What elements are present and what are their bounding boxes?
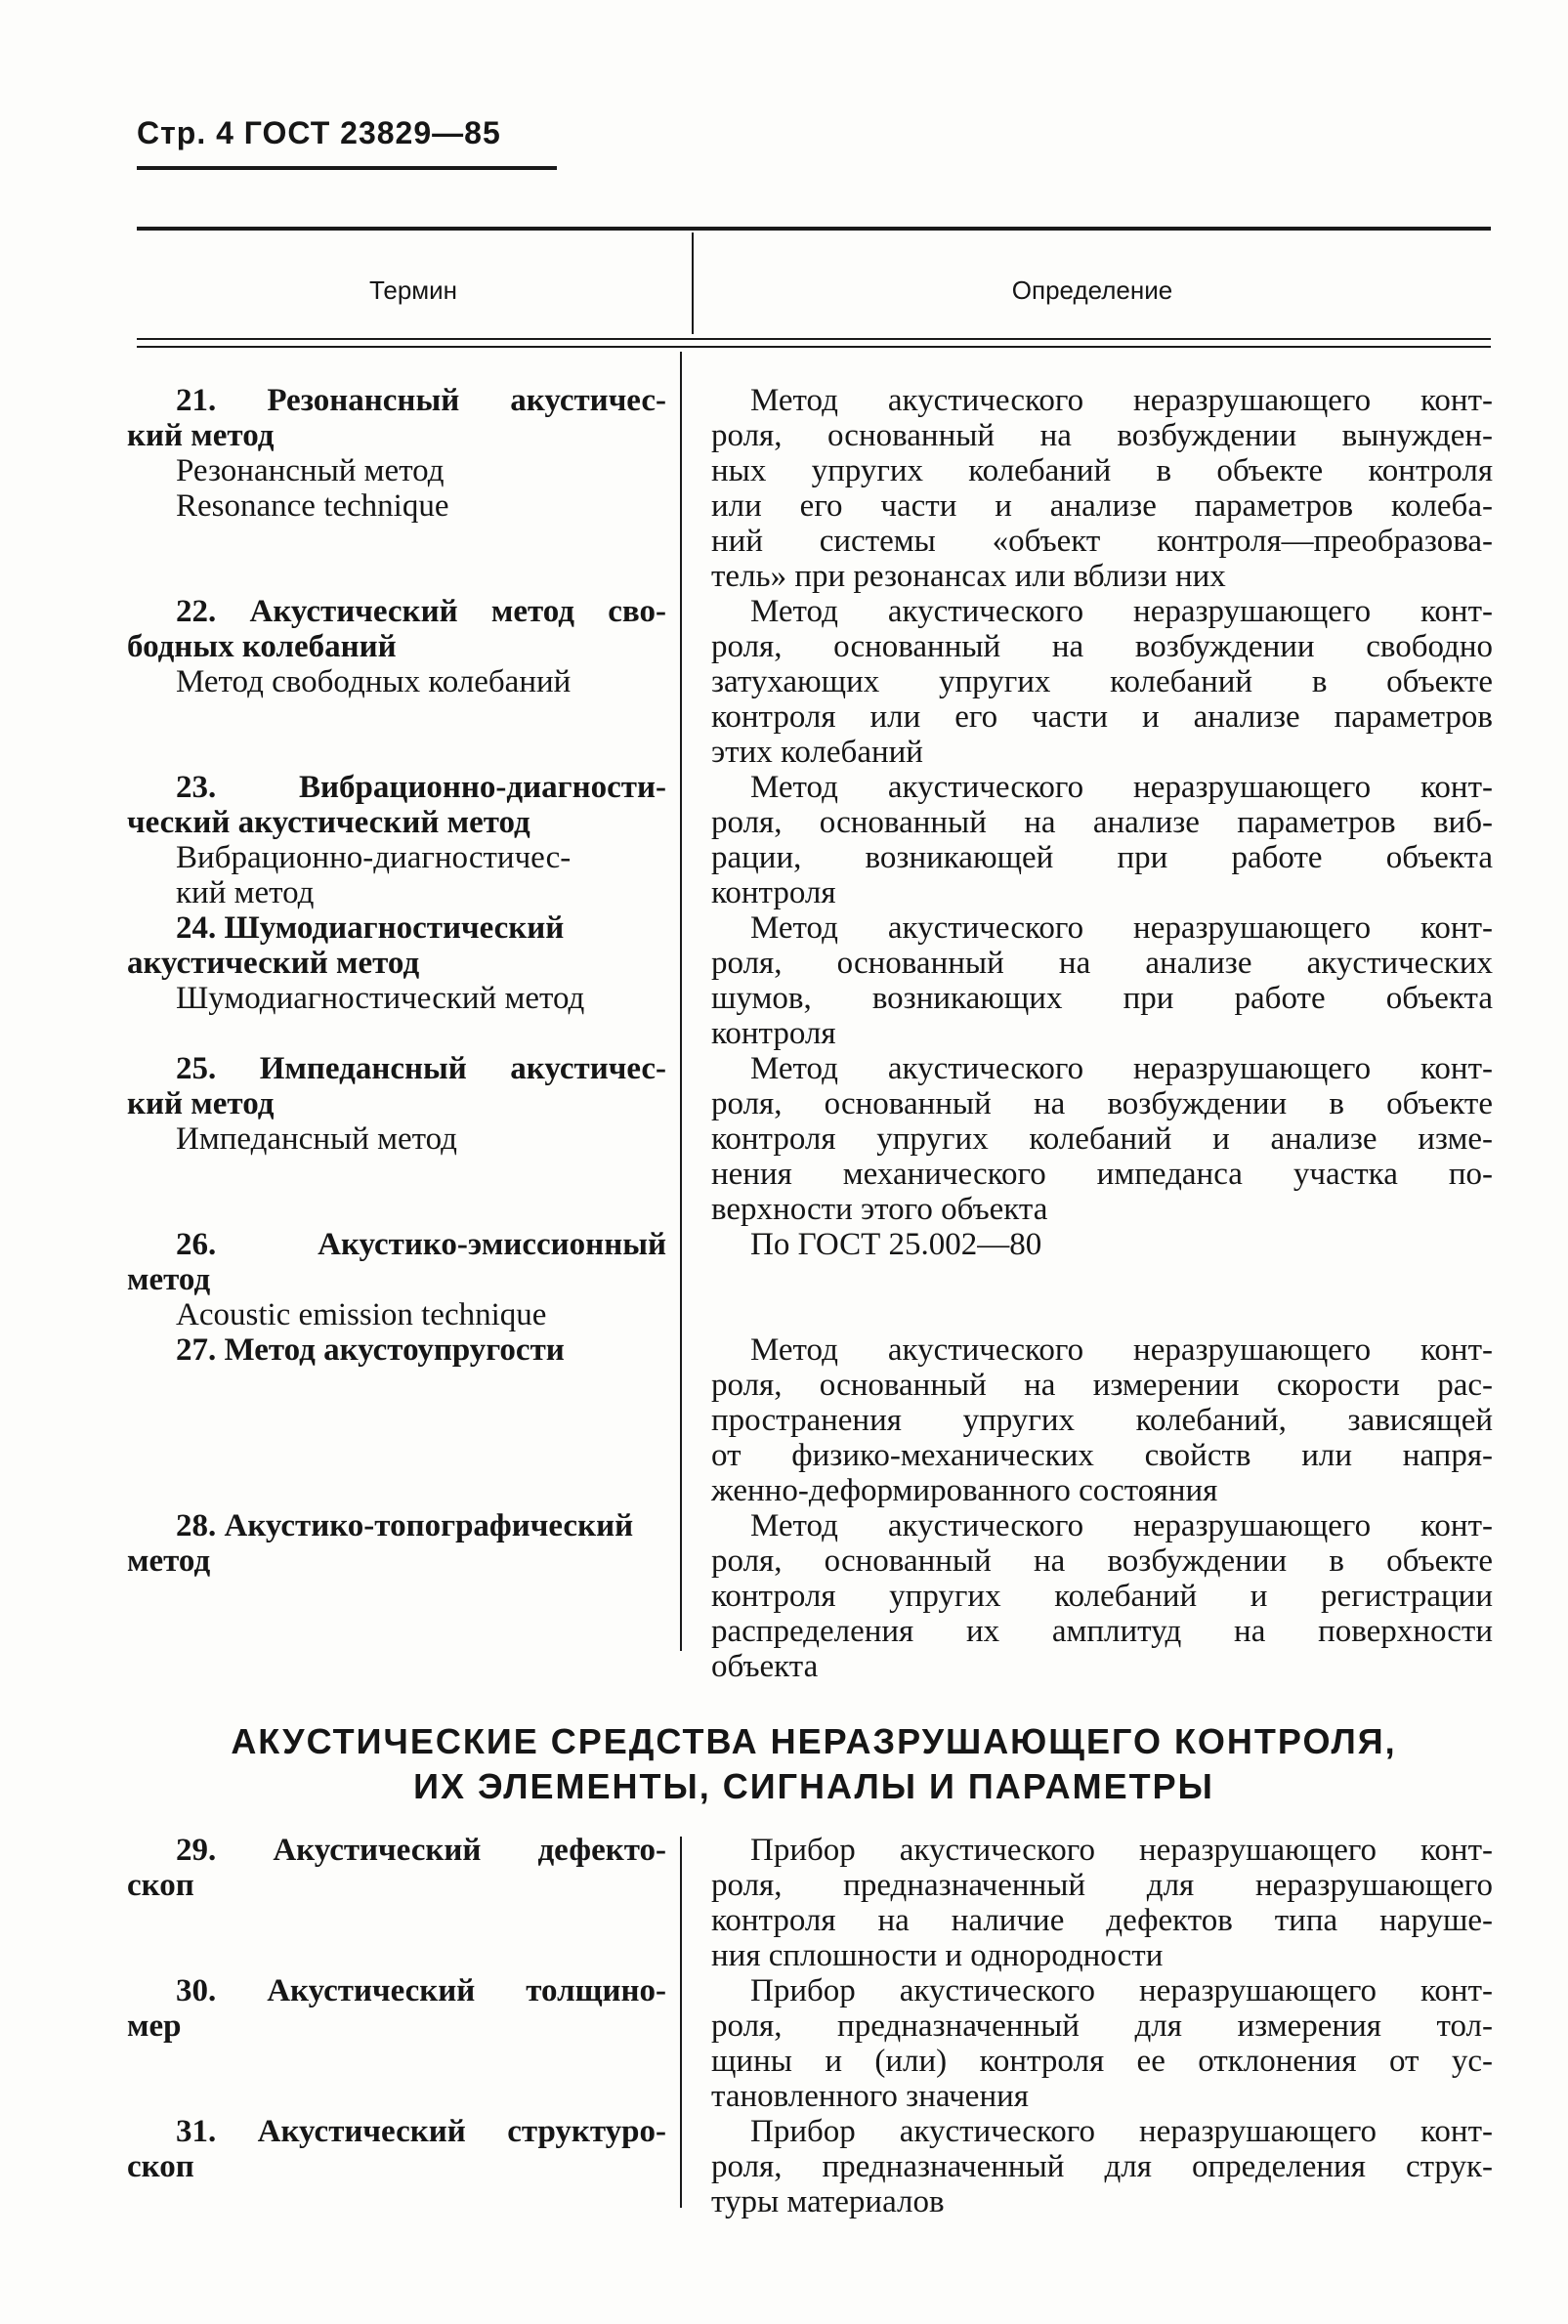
def-line: женно-деформированного состояния [711,1473,1218,1508]
def-line: Метод акустического неразрушающего конт- [750,383,1493,418]
def-line: роля, основанный на анализе акустических [711,946,1493,981]
term-synonym: Resonance technique [176,488,449,524]
def-line: контроля [711,875,836,910]
definition-25 [711,1051,1493,1227]
def-line: роля, основанный на возбуждении свободно [711,629,1493,664]
table-head-rule-1 [137,338,1491,340]
def-line: ных упругих колебаний в объекте контроля [711,453,1493,488]
column-divider-section2 [680,1837,682,2208]
term-line: метод [127,1543,211,1579]
def-line: контроля или его части и анализе параметров [711,699,1493,735]
def-line: тановленного значения [711,2079,1029,2114]
def-line: объекта [711,1649,819,1684]
def-line: нения механического импеданса участка по- [711,1157,1493,1192]
def-line: Прибор акустического неразрушающего конт- [750,1833,1493,1868]
term-synonym: Резонансный метод [176,453,445,488]
def-line: Метод акустического неразрушающего конт- [750,1508,1493,1543]
def-line: Метод акустического неразрушающего конт- [750,1332,1493,1368]
term-26 [127,1227,666,1332]
def-line: ний системы «объект контроля—преобразова- [711,524,1493,559]
term-line: 26. Акустико-эмиссионный [176,1227,666,1262]
def-line: контроля упругих колебаний и регистрации [711,1579,1493,1614]
term-24 [127,910,666,1016]
term-28 [127,1508,666,1579]
term-line: бодных колебаний [127,629,397,664]
definition-26 [711,1227,1493,1262]
table-top-rule [137,227,1491,231]
definition-22 [711,594,1493,770]
term-30 [127,1973,666,2044]
term-line: ческий акустический метод [127,805,530,840]
def-line: от физико-механических свойств или напря- [711,1438,1493,1473]
term-line: 21. Резонансный акустичес- [176,383,666,418]
term-line: 23. Вибрационно-диагности- [176,770,666,805]
def-line: ния сплошности и однородности [711,1938,1164,1973]
term-synonym: Вибрационно-диагностичес- [176,840,572,875]
def-line: Метод акустического неразрушающего конт- [750,594,1493,629]
def-line: пространения упругих колебаний, зависящей [711,1403,1493,1438]
definition-31 [711,2114,1493,2219]
def-line: роля, основанный на измерении скорости рас- [711,1368,1493,1403]
definition-29 [711,1833,1493,1973]
header-underline [137,166,557,170]
def-line: роля, основанный на возбуждении в объекте [711,1086,1493,1121]
term-line: 30. Акустический толщино- [176,1973,666,2008]
table-head-rule-2 [137,346,1491,348]
term-29 [127,1833,666,1903]
term-line: метод [127,1262,211,1297]
term-22 [127,594,666,699]
def-line: Прибор акустического неразрушающего конт- [750,1973,1493,2008]
term-23 [127,770,666,910]
term-line: 22. Акустический метод сво- [176,594,666,629]
column-header-term: Термин [368,275,458,305]
def-line: щины и (или) контроля ее отклонения от ус- [711,2044,1493,2079]
column-header-definition: Определение [1011,275,1173,305]
def-line: Метод акустического неразрушающего конт- [750,770,1493,805]
term-synonym: кий метод [176,875,315,910]
definition-21 [711,383,1493,594]
def-line: Метод акустического неразрушающего конт- [750,910,1493,946]
term-line: 27. Метод акустоупругости [176,1332,565,1368]
term-synonym: Шумодиагностический метод [176,981,585,1016]
term-synonym: Метод свободных колебаний [176,664,572,699]
term-line: акустический метод [127,946,420,981]
term-line: скоп [127,2149,194,2184]
section-title-line: АКУСТИЧЕСКИЕ СРЕДСТВА НЕРАЗРУШАЮЩЕГО КОНТРОЛЯ, [231,1721,1397,1761]
def-line: Прибор акустического неразрушающего конт- [750,2114,1493,2149]
section-title-line: ИХ ЭЛЕМЕНТЫ, СИГНАЛЫ И ПАРАМЕТРЫ [413,1766,1214,1806]
def-line: роля, основанный на возбуждении вынужден- [711,418,1493,453]
def-line: контроля упругих колебаний и анализе изме- [711,1121,1493,1157]
def-line: роля, предназначенный для измерения тол- [711,2008,1493,2044]
term-line: 25. Импедансный акустичес- [176,1051,666,1086]
def-line: верхности этого объекта [711,1192,1048,1227]
def-line: или его части и анализе параметров колеба- [711,488,1493,524]
term-line: 31. Акустический структуро- [176,2114,666,2149]
def-line: контроля на наличие дефектов типа наруше- [711,1903,1493,1938]
definition-24 [711,910,1493,1051]
def-line: распределения их амплитуд на поверхности [711,1614,1493,1649]
term-line: кий метод [127,418,275,453]
def-line: этих колебаний [711,735,923,770]
section-title [137,1719,1491,1809]
term-25 [127,1051,666,1157]
def-line: тель» при резонансах или вблизи них [711,559,1226,594]
term-21 [127,383,666,524]
def-line: роля, основанный на возбуждении в объекте [711,1543,1493,1579]
def-line: Метод акустического неразрушающего конт- [750,1051,1493,1086]
term-line: мер [127,2008,182,2044]
definition-27 [711,1332,1493,1508]
def-line: роля, предназначенный для неразрушающего [711,1868,1493,1903]
def-line: роля, предназначенный для определения струк- [711,2149,1493,2184]
def-line: роля, основанный на анализе параметров виб- [711,805,1493,840]
def-line: туры материалов [711,2184,945,2219]
term-synonym: Импедансный метод [176,1121,457,1157]
term-line: скоп [127,1868,194,1903]
term-line: кий метод [127,1086,275,1121]
term-line: 29. Акустический дефекто- [176,1833,666,1868]
definition-30 [711,1973,1493,2114]
term-27 [127,1332,666,1368]
def-line: По ГОСТ 25.002—80 [750,1227,1042,1262]
term-line: 24. Шумодиагностический [176,910,565,946]
column-divider [680,352,682,1651]
definition-23 [711,770,1493,910]
def-line: контроля [711,1016,836,1051]
definition-28 [711,1508,1493,1684]
def-line: рации, возникающей при работе объекта [711,840,1493,875]
term-synonym: Acoustic emission technique [176,1297,547,1332]
page-header: Стр. 4 ГОСТ 23829—85 [137,115,501,150]
def-line: затухающих упругих колебаний в объекте [711,664,1493,699]
term-31 [127,2114,666,2184]
term-line: 28. Акустико-топографический [176,1508,634,1543]
def-line: шумов, возникающих при работе объекта [711,981,1493,1016]
